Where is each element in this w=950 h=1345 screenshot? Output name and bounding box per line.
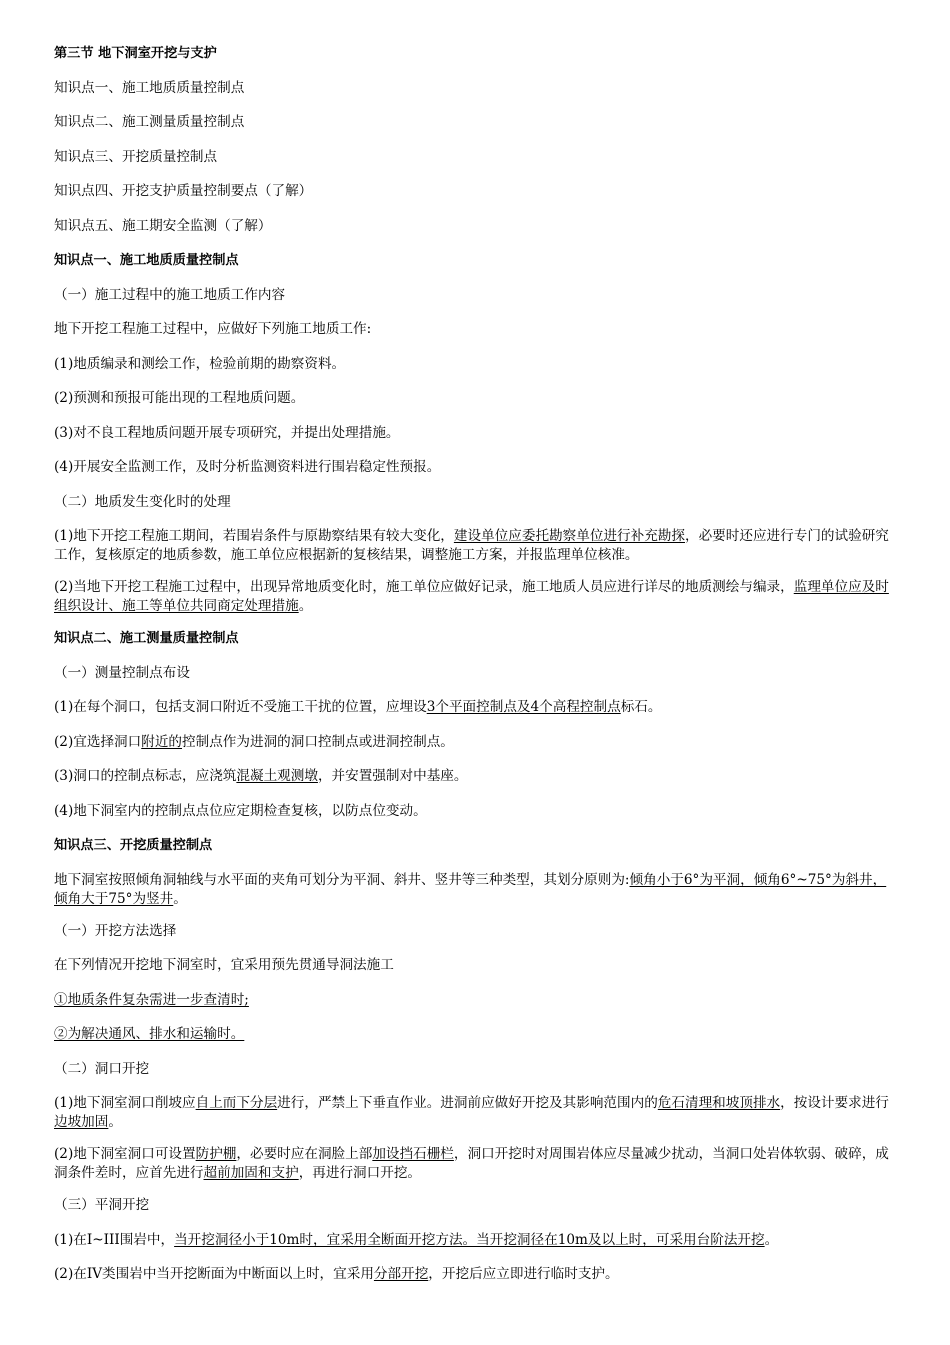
- k3-sub3-paragraph-2: [54, 1265, 894, 1284]
- text-run: (2)当地下开挖工程施工过程中，出现异常地质变化时，施工单位应做好记录，施工地质人员应进行详尽的地质测绘与编录，: [54, 579, 794, 595]
- text-run: 。: [173, 890, 187, 907]
- underlined-text: 建设单位应委托勘察单位进行补充勘探: [453, 528, 685, 544]
- underlined-text: ①地质条件复杂需进一步查清时;: [54, 991, 249, 1008]
- text-run: (1)在每个洞口，包括支洞口附近不受施工干扰的位置，应埋设: [54, 699, 427, 715]
- text-run: ，按设计要求进行: [780, 1095, 889, 1111]
- k1-paragraph-2: [54, 578, 894, 616]
- k1-paragraph-1: [54, 527, 894, 565]
- text-run: (1)地下开挖工程施工期间，若围岩条件与原勘察结果有较大变化，: [54, 528, 454, 544]
- text-run: 进行，严禁上下垂直作业。进洞前应做好开挖及其影响范围内的: [277, 1095, 658, 1111]
- k2-subheading-1: （一）测量控制点布设: [54, 664, 190, 681]
- k3-sub1-item-b: [54, 1025, 894, 1044]
- text-run: 控制点作为进洞的洞口控制点或进洞控制点。: [182, 733, 454, 750]
- k2-item-4: (4)地下洞室内的控制点点位应定期检查复核，以防点位变动。: [54, 802, 427, 819]
- underlined-text: 3个平面控制点及4个高程控制点: [426, 699, 621, 715]
- text-run: (2)宜选择洞口: [54, 733, 142, 750]
- underlined-text: 附近的: [141, 733, 183, 750]
- toc-item-1: 知识点一、施工地质质量控制点: [54, 79, 245, 96]
- k1-item-2: (2)预测和预报可能出现的工程地质问题。: [54, 390, 305, 406]
- k3-subheading-1: （一）开挖方法选择: [54, 922, 177, 939]
- text-run: ，再进行洞口开挖。: [298, 1165, 422, 1181]
- k3-sub1-item-a: [54, 991, 894, 1010]
- k3-subheading-3: （三）平洞开挖: [54, 1197, 150, 1213]
- toc-item-2: 知识点二、施工测量质量控制点: [54, 114, 245, 130]
- underlined-text: 超前加固和支护: [203, 1165, 299, 1181]
- text-run: 。: [108, 1114, 122, 1130]
- text-run: 。: [298, 598, 313, 614]
- underlined-text: 加设挡石栅栏: [372, 1146, 454, 1162]
- document-page: [54, 44, 894, 1300]
- toc-item-5: 知识点五、施工期安全监测（了解）: [54, 217, 272, 234]
- k3-sub2-paragraph-1: [54, 1094, 894, 1132]
- text-run: ，并安置强制对中基座。: [317, 768, 468, 784]
- k1-subheading-2: （二）地质发生变化时的处理: [54, 493, 231, 510]
- k2-heading: 知识点二、施工测量质量控制点: [54, 631, 239, 646]
- text-run: (1)地下洞室洞口削坡应: [54, 1095, 196, 1111]
- text-run: 标石。: [620, 699, 662, 715]
- text-run: (2)在IV类围岩中当开挖断面为中断面以上时，宜采用: [54, 1266, 374, 1282]
- toc-item-3: 知识点三、开挖质量控制点: [54, 148, 218, 165]
- underlined-text: ②为解决通风、排水和运输时。: [54, 1026, 245, 1042]
- k1-intro: 地下开挖工程施工过程中，应做好下列施工地质工作:: [54, 321, 372, 337]
- text-run: (3)洞口的控制点标志，应浇筑: [54, 768, 237, 784]
- k2-item-1: [54, 698, 894, 717]
- k3-sub1-intro: 在下列情况开挖地下洞室时，宜采用预先贯通导洞法施工: [54, 957, 394, 973]
- underlined-text: 防护棚: [195, 1146, 237, 1162]
- underlined-text: 危石清理和坡顶排水: [657, 1095, 781, 1111]
- k3-sub3-paragraph-1: [54, 1231, 894, 1250]
- underlined-text: 监理单位应及时组织设计、施工等单位共同商定处理措施: [54, 579, 889, 614]
- k3-subheading-2: （二）洞口开挖: [54, 1060, 150, 1077]
- text-run: 。: [764, 1231, 779, 1248]
- text-run: ，必要时应在洞脸上部: [236, 1146, 373, 1162]
- text-run: ，洞口开挖时对周围岩体应尽量减少扰动，当洞口处岩体软弱、破碎，成洞条件差时，应首先进行: [54, 1146, 889, 1181]
- section-title: 第三节 地下洞室开挖与支护: [54, 46, 217, 61]
- underlined-text: 倾角小于6°为平洞，倾角6°~75°为斜井，倾角大于75°为竖井: [54, 871, 887, 907]
- text-run: 地下洞室按照倾角洞轴线与水平面的夹角可划分为平洞、斜井、竖井等三种类型，其划分原则为:: [54, 871, 630, 888]
- k1-item-3: (3)对不良工程地质问题开展专项研究，并提出处理措施。: [54, 424, 400, 441]
- underlined-text: 边坡加固: [54, 1114, 109, 1130]
- underlined-text: 分部开挖: [373, 1266, 429, 1282]
- underlined-text: 当开挖洞径小于10m时，宜采用全断面开挖方法。当开挖洞径在10m及以上时，可采用台阶法开挖: [174, 1231, 765, 1248]
- underlined-text: 自上而下分层: [195, 1095, 278, 1111]
- k3-intro: [54, 871, 894, 909]
- k1-subheading-1: （一）施工过程中的施工地质工作内容: [54, 286, 286, 303]
- k2-item-3: [54, 767, 894, 786]
- text-run: ，开挖后应立即进行临时支护。: [428, 1266, 619, 1282]
- text-run: (1)在I~III围岩中，: [54, 1231, 175, 1248]
- k1-heading: 知识点一、施工地质质量控制点: [54, 253, 239, 268]
- k3-sub2-paragraph-2: [54, 1145, 894, 1183]
- k1-item-4: (4)开展安全监测工作，及时分析监测资料进行围岩稳定性预报。: [54, 459, 441, 475]
- k1-item-1: (1)地质编录和测绘工作，检验前期的勘察资料。: [54, 355, 346, 372]
- k2-item-2: [54, 733, 894, 752]
- underlined-text: 混凝土观测墩: [236, 768, 318, 784]
- text-run: ，必要时还应进行专门的试验研究工作，复核原定的地质参数，施工单位应根据新的复核结果，调整施工方案，并报监理单位核准。: [54, 528, 889, 563]
- k3-heading: 知识点三、开挖质量控制点: [54, 838, 213, 853]
- text-run: (2)地下洞室洞口可设置: [54, 1146, 196, 1162]
- toc-item-4: 知识点四、开挖支护质量控制要点（了解）: [54, 183, 313, 199]
